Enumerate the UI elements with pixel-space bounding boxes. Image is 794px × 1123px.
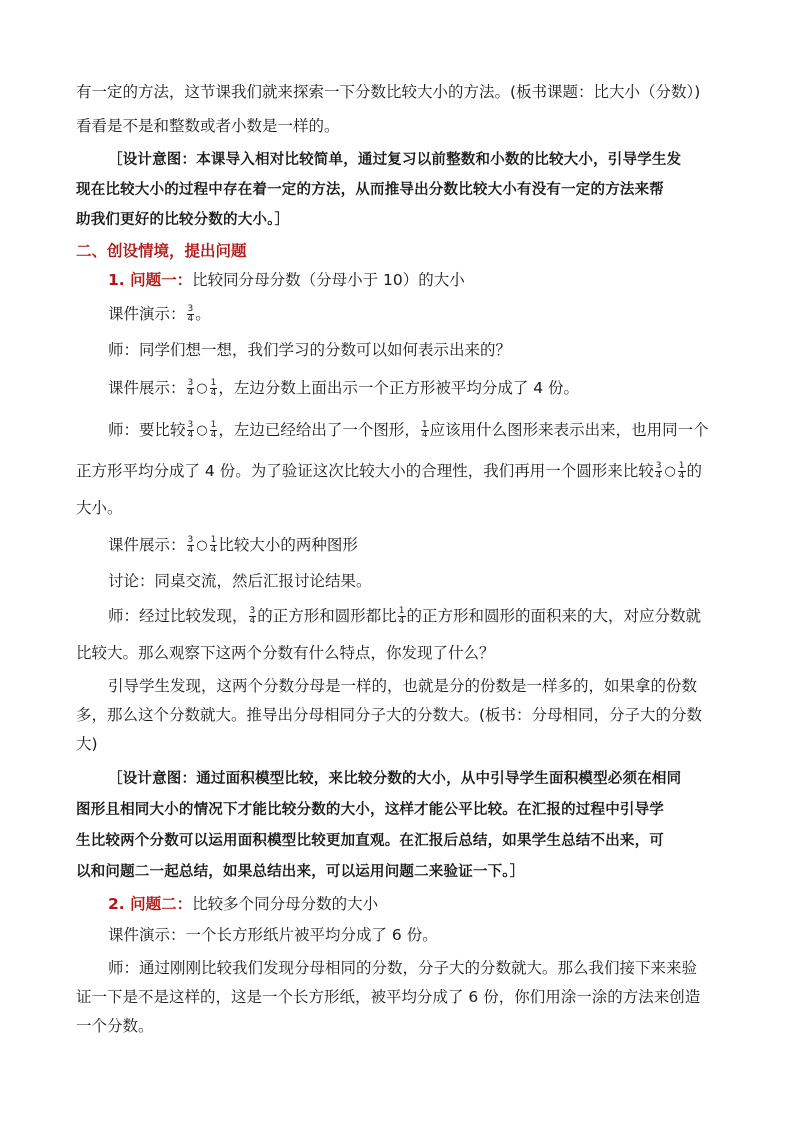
fraction-three-quarters: $\frac{3}{4}$ — [187, 535, 194, 555]
fraction-three-quarters: $\frac{3}{4}$ — [249, 606, 256, 626]
paragraph-line: 看看是不是和整数或者小数是一样的。 — [76, 117, 340, 135]
fraction-three-quarters: $\frac{3}{4}$ — [187, 420, 194, 440]
demo-label: 课件演示： — [108, 305, 186, 323]
paragraph-line: 讨论：同桌交流，然后汇报讨论结果。 — [108, 572, 372, 590]
compare-circle: ○ — [196, 380, 208, 396]
question-one-number: 1. 问题一： — [108, 271, 193, 289]
demo-line — [108, 304, 724, 324]
question-two-text: 比较多个同分母分数的大小 — [192, 895, 379, 913]
show-label: 课件展示： — [108, 379, 186, 397]
question-one-text: 比较同分母分数（分母小于 10）的大小 — [192, 271, 465, 289]
fraction-one-quarter: $\frac{1}{4}$ — [398, 606, 405, 626]
paragraph-line: 比较大。那么观察下这两个分数有什么特点，你发现了什么？ — [76, 644, 495, 662]
fraction-three-quarters: $\frac{3}{4}$ — [187, 378, 194, 398]
paragraph-line: 大小。 — [76, 499, 123, 517]
fraction-one-quarter: $\frac{1}{4}$ — [678, 461, 685, 481]
question-one-title — [108, 270, 724, 290]
paragraph-line: 一个分数。 — [76, 1017, 154, 1035]
compare-circle: ○ — [664, 463, 676, 479]
design-intent-line: 图形且相同大小的情况下才能比较分数的大小，这样才能公平比较。在汇报的过程中引导学 — [76, 801, 664, 818]
paragraph-line: 师：通过刚刚比较我们发现分母相同的分数，分子大的分数就大。那么我们接下来来验 — [108, 959, 698, 977]
compare-circle: ○ — [196, 422, 208, 438]
paragraph-line: 证一下是不是这样的，这是一个长方形纸，被平均分成了 6 份，你们用涂一涂的方法来创造 — [76, 988, 701, 1006]
period: 。 — [195, 305, 211, 323]
paragraph-line: 课件演示：一个长方形纸片被平均分成了 6 份。 — [108, 926, 438, 944]
fraction-one-quarter: $\frac{1}{4}$ — [210, 420, 217, 440]
show-line: 课件展示： $\frac{3}{4}$ ○ $\frac{1}{4}$ ，左边分数上面出示一个正方形被平均分成了 4 份。 — [108, 378, 580, 398]
design-intent-line: 以和问题二一起总结，如果总结出来，可以运用问题二来验证一下。］ — [76, 863, 525, 880]
question-two-title — [108, 894, 724, 914]
design-intent-line: ［设计意图：通过面积模型比较，来比较分数的大小，从中引导学生面积模型必须在相同 — [108, 770, 682, 787]
fraction-three-quarters: $\frac{3}{4}$ — [655, 461, 662, 481]
paragraph-line: 多，那么这个分数就大。推导出分母相同分子大的分数大。(板书：分母相同，分子大的分数 — [76, 706, 703, 724]
fraction-one-quarter: $\frac{1}{4}$ — [421, 420, 428, 440]
fraction-one-quarter: $\frac{1}{4}$ — [210, 535, 217, 555]
paragraph-line: 引导学生发现，这两个分数分母是一样的，也就是分的份数是一样多的，如果拿的份数 — [108, 677, 698, 695]
paragraph-line: 师：同学们想一想，我们学习的分数可以如何表示出来的？ — [108, 341, 512, 359]
show-label: 课件展示： — [108, 536, 186, 554]
design-intent-line: 助我们更好的比较分数的大小。］ — [76, 211, 290, 228]
fraction-three-quarters: $\frac{3}{4}$ — [187, 304, 194, 324]
design-intent-line: 生比较两个分数可以运用面积模型比较更加直观。在汇报后总结，如果学生总结不出来，可 — [76, 832, 664, 849]
compare-circle: ○ — [196, 537, 208, 553]
show-line: 课件展示： $\frac{3}{4}$ ○ $\frac{1}{4}$ 比较大小的两种图形 — [108, 535, 358, 555]
paragraph-line: 大) — [76, 735, 98, 753]
fraction-one-quarter: $\frac{1}{4}$ — [210, 378, 217, 398]
question-two-number: 2. 问题二： — [108, 895, 193, 913]
section-heading: 二、创设情境，提出问题 — [76, 242, 247, 260]
design-intent-line: ［设计意图：本课导入相对比较简单，通过复习以前整数和小数的比较大小，引导学生发 — [108, 151, 682, 168]
paragraph-line: 师：经过比较发现， $\frac{3}{4}$ 的正方形和圆形都比 $\frac{1}{4}$ 的正方形和圆形的面积来的大，对应分数就 — [108, 606, 702, 626]
paragraph-line: 师：要比较 $\frac{3}{4}$ ○ $\frac{1}{4}$ ，左边已经给出了一个图形， $\frac{1}{4}$ 应该用什么图形来表示出来，也用同一个 — [108, 420, 709, 440]
paragraph-line: 有一定的方法，这节课我们就来探索一下分数比较大小的方法。(板书课题：比大小（分数）) — [76, 83, 701, 101]
paragraph-line: 正方形平均分成了 4 份。为了验证这次比较大小的合理性，我们再用一个圆形来比较 $\frac{3}{4}$ ○ $\frac{1}{4}$ 的 — [76, 461, 703, 481]
design-intent-line: 现在比较大小的过程中存在着一定的方法，从而推导出分数比较大小有没有一定的方法来帮 — [76, 181, 664, 198]
